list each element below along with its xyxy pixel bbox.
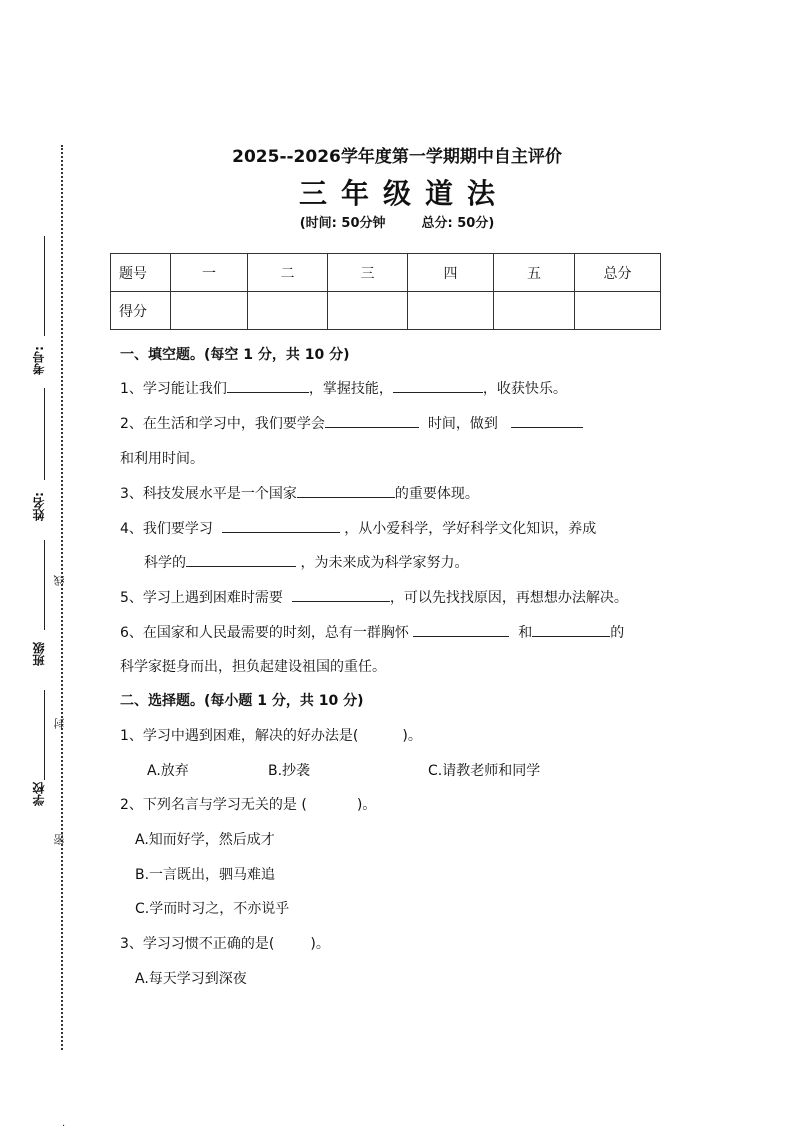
q2-text-b: 时间，做到	[427, 416, 498, 432]
cq2-stem: 2、下列名言与学习无关的是 (	[120, 797, 307, 813]
q5-text-b: ，可以先找找原因，再想想办法解决。	[389, 590, 628, 606]
cq1-option-c[interactable]: C.请教老师和同学	[428, 763, 541, 779]
exam-title: 2025--2026学年度第一学期期中自主评价	[232, 147, 562, 167]
q6-text-b: 和	[518, 625, 533, 641]
cq3-stem: 3、学习习惯不正确的是(	[120, 936, 275, 952]
q5-text-a: 5、学习上遇到困难时需要	[120, 590, 283, 606]
column-total: 总分	[575, 254, 661, 292]
score-cell-total[interactable]	[575, 292, 661, 330]
q4-text-d: ，为未来成为科学家努力。	[300, 555, 469, 571]
q3-text-b: 的重要体现。	[394, 486, 479, 502]
cq2-option-b[interactable]: B.一言既出，驷马难追	[135, 867, 276, 883]
answer-blank[interactable]	[292, 587, 390, 602]
school-label: 学校	[32, 782, 46, 806]
score-cell[interactable]	[171, 292, 248, 330]
score-cell[interactable]	[408, 292, 494, 330]
fill-question-3	[120, 483, 479, 503]
fill-question-6	[120, 622, 624, 642]
score-table	[110, 253, 661, 330]
fill-question-2	[120, 413, 583, 433]
column-2: 二	[248, 254, 328, 292]
cq1-close: )。	[402, 728, 422, 744]
cq1-stem: 1、学习中遇到困难，解决的好办法是(	[120, 728, 359, 744]
exam-total: 总分: 50分)	[421, 216, 495, 231]
score-table-score-row	[111, 292, 661, 330]
binding-dotted-line	[61, 145, 63, 1050]
fill-question-5	[120, 587, 628, 607]
cq2-option-a[interactable]: A.知而好学，然后成才	[135, 832, 275, 848]
column-3: 三	[328, 254, 408, 292]
q1-text-c: ，收获快乐。	[482, 381, 567, 397]
fill-question-6-cont: 科学家挺身而出，担负起建设祖国的重任。	[120, 659, 386, 675]
fill-question-4	[120, 518, 596, 538]
cut-mark-line: 线	[53, 575, 66, 586]
section2-heading: 二、选择题。(每小题 1 分，共 10 分)	[120, 693, 364, 709]
answer-blank[interactable]	[325, 413, 419, 428]
q4-text-b: ，从小爱科学，学好科学文化知识，养成	[344, 521, 597, 537]
answer-blank[interactable]	[511, 413, 583, 428]
q1-text-b: ，掌握技能，	[308, 381, 393, 397]
question-number-label: 题号	[111, 254, 171, 292]
cq2-close: )。	[356, 797, 377, 813]
fill-question-4-cont	[144, 552, 468, 572]
cut-mark-seal: 封	[53, 718, 66, 729]
column-5: 五	[494, 254, 575, 292]
exam-number-rule-lower	[44, 388, 45, 480]
exam-number-rule	[44, 236, 45, 336]
answer-blank[interactable]	[227, 378, 309, 393]
answer-blank[interactable]	[413, 622, 509, 637]
corner-dot: .	[62, 1118, 66, 1129]
fill-question-2-cont: 和利用时间。	[120, 451, 204, 467]
section1-heading: 一、填空题。(每空 1 分，共 10 分)	[120, 347, 350, 363]
class-rule	[44, 690, 45, 780]
q3-text-a: 3、科技发展水平是一个国家	[120, 486, 297, 502]
score-table-header-row	[111, 254, 661, 292]
class-label: 班级	[32, 642, 46, 666]
answer-blank[interactable]	[532, 622, 610, 637]
exam-meta	[0, 212, 794, 231]
cut-mark-secret: 密	[53, 834, 66, 845]
cq1-option-b[interactable]: B.抄袭	[268, 763, 311, 779]
score-cell[interactable]	[328, 292, 408, 330]
answer-blank[interactable]	[393, 378, 483, 393]
column-1: 一	[171, 254, 248, 292]
fill-question-1	[120, 378, 567, 398]
exam-time: (时间: 50分钟	[299, 216, 386, 231]
answer-blank[interactable]	[297, 483, 395, 498]
q4-text-c: 科学的	[144, 555, 186, 571]
cq2-option-c[interactable]: C.学而时习之，不亦说乎	[135, 901, 290, 917]
column-4: 四	[408, 254, 494, 292]
answer-blank[interactable]	[186, 552, 296, 567]
score-cell[interactable]	[494, 292, 575, 330]
q6-text-c: 的	[610, 625, 625, 641]
q4-text-a: 4、我们要学习	[120, 521, 213, 537]
cq3-close: )。	[310, 936, 330, 952]
name-rule	[44, 540, 45, 630]
exam-subject: 三年级道法	[298, 177, 509, 210]
q1-text-a: 1、学习能让我们	[120, 381, 227, 397]
choice-question-2	[120, 794, 376, 814]
name-label: 姓名:	[32, 492, 46, 521]
cq3-option-a[interactable]: A.每天学习到深夜	[135, 971, 247, 987]
exam-number-label: 考号:	[32, 346, 46, 375]
q6-text-a: 6、在国家和人民最需要的时刻，总有一群胸怀	[120, 625, 409, 641]
choice-question-1	[120, 725, 422, 745]
score-cell[interactable]	[248, 292, 328, 330]
cq1-option-a[interactable]: A.放弃	[147, 763, 189, 779]
choice-question-3	[120, 933, 330, 953]
answer-blank[interactable]	[222, 518, 340, 533]
score-label: 得分	[111, 292, 171, 330]
q2-text-a: 2、在生活和学习中，我们要学会	[120, 416, 325, 432]
